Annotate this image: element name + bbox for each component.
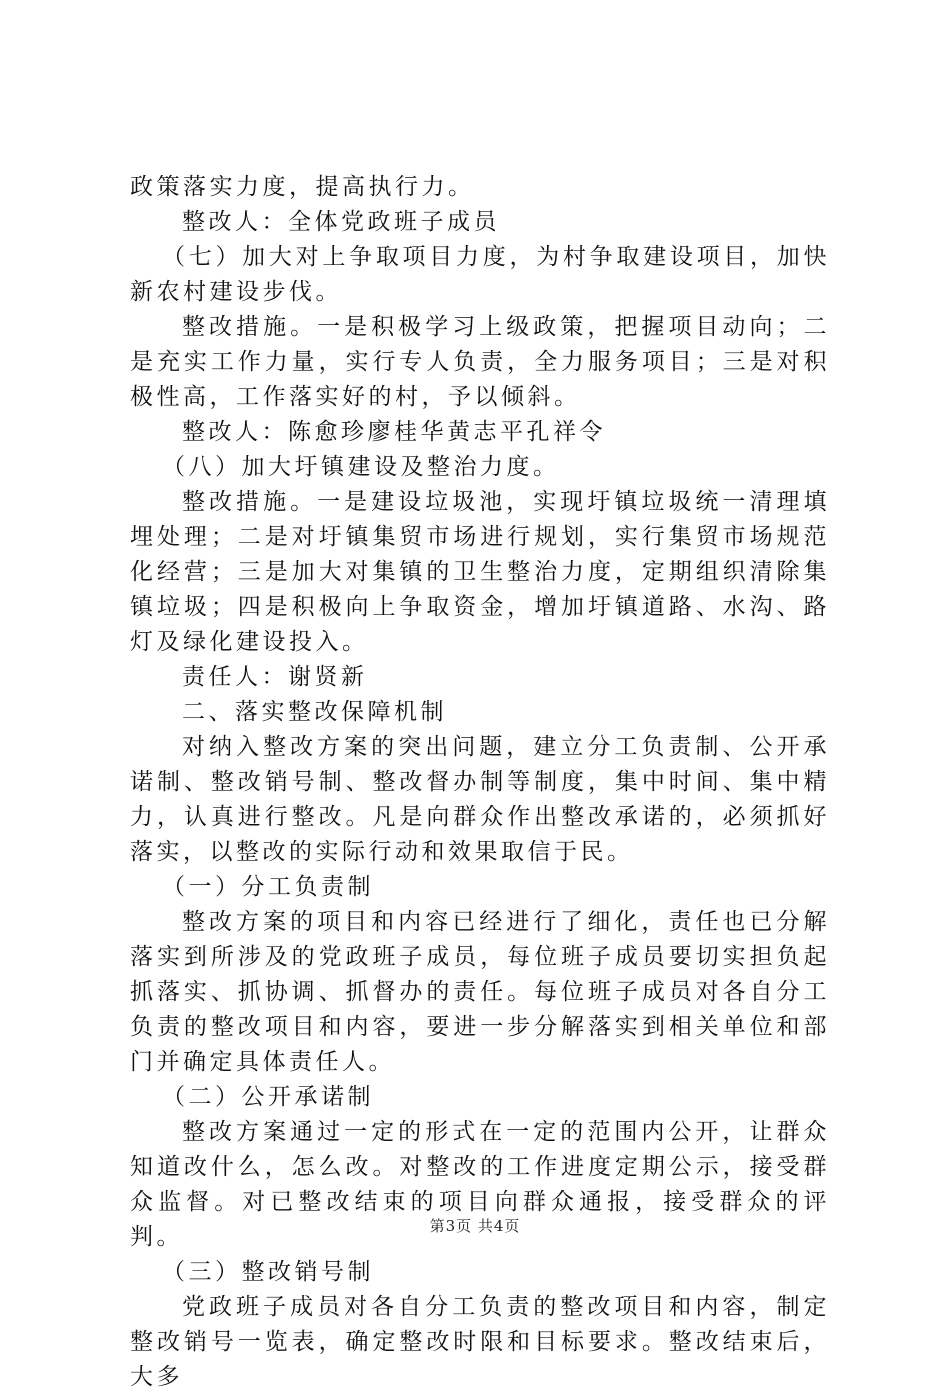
page-footer — [0, 1215, 950, 1236]
document-body — [130, 170, 830, 1395]
paragraph-item-seven-heading: （七）加大对上争取项目力度，为村争取建设项目，加快新农村建设步伐。 — [130, 244, 830, 305]
paragraph-responsible-person: 整改人：全体党政班子成员 — [182, 209, 500, 235]
subsection-heading: （一）分工负责制 — [162, 874, 374, 900]
paragraph-body: 整改方案通过一定的形式在一定的范围内公开，让群众知道改什么，怎么改。对整改的工作进度定期公示，接受群众监督。对已整改结束的项目向群众通报，接受群众的评判。 — [130, 1119, 830, 1250]
paragraph-continuation: 政策落实力度，提高执行力。 — [130, 174, 475, 200]
paragraph-measures: 整改措施。一是积极学习上级政策，把握项目动向；二是充实工作力量，实行专人负责，全力服务项目；三是对积极性高，工作落实好的村，予以倾斜。 — [130, 314, 830, 410]
paragraph-item-eight-heading: （八）加大圩镇建设及整治力度。 — [162, 454, 560, 480]
paragraph-body: 党政班子成员对各自分工负责的整改项目和内容，制定整改销号一览表，确定整改时限和目标要求。整改结束后，大多 — [130, 1294, 830, 1390]
paragraph-responsible-person: 责任人：谢贤新 — [182, 664, 368, 690]
subsection-heading: （三）整改销号制 — [162, 1259, 374, 1285]
paragraph-body: 整改方案的项目和内容已经进行了细化，责任也已分解落实到所涉及的党政班子成员，每位班子成员要切实担负起抓落实、抓协调、抓督办的责任。每位班子成员对各自分工负责的整改项目和内容，要进一步分解落实到相关单位和部门并确定具体责任人。 — [130, 909, 830, 1075]
paragraph-responsible-person: 整改人：陈愈珍廖桂华黄志平孔祥令 — [182, 419, 606, 445]
section-heading: 二、落实整改保障机制 — [182, 699, 447, 725]
paragraph-body: 对纳入整改方案的突出问题，建立分工负责制、公开承诺制、整改销号制、整改督办制等制度，集中时间、集中精力，认真进行整改。凡是向群众作出整改承诺的，必须抓好落实，以整改的实际行动和效果取信于民。 — [130, 734, 830, 865]
paragraph-measures: 整改措施。一是建设垃圾池，实现圩镇垃圾统一清理填埋处理；二是对圩镇集贸市场进行规划，实行集贸市场规范化经营；三是加大对集镇的卫生整治力度，定期组织清除集镇垃圾；四是积极向上争取资金，增加圩镇道路、水沟、路灯及绿化建设投入。 — [130, 489, 830, 655]
subsection-heading: （二）公开承诺制 — [162, 1084, 374, 1110]
page-number-label: 第3页 共4页 — [429, 1217, 521, 1235]
